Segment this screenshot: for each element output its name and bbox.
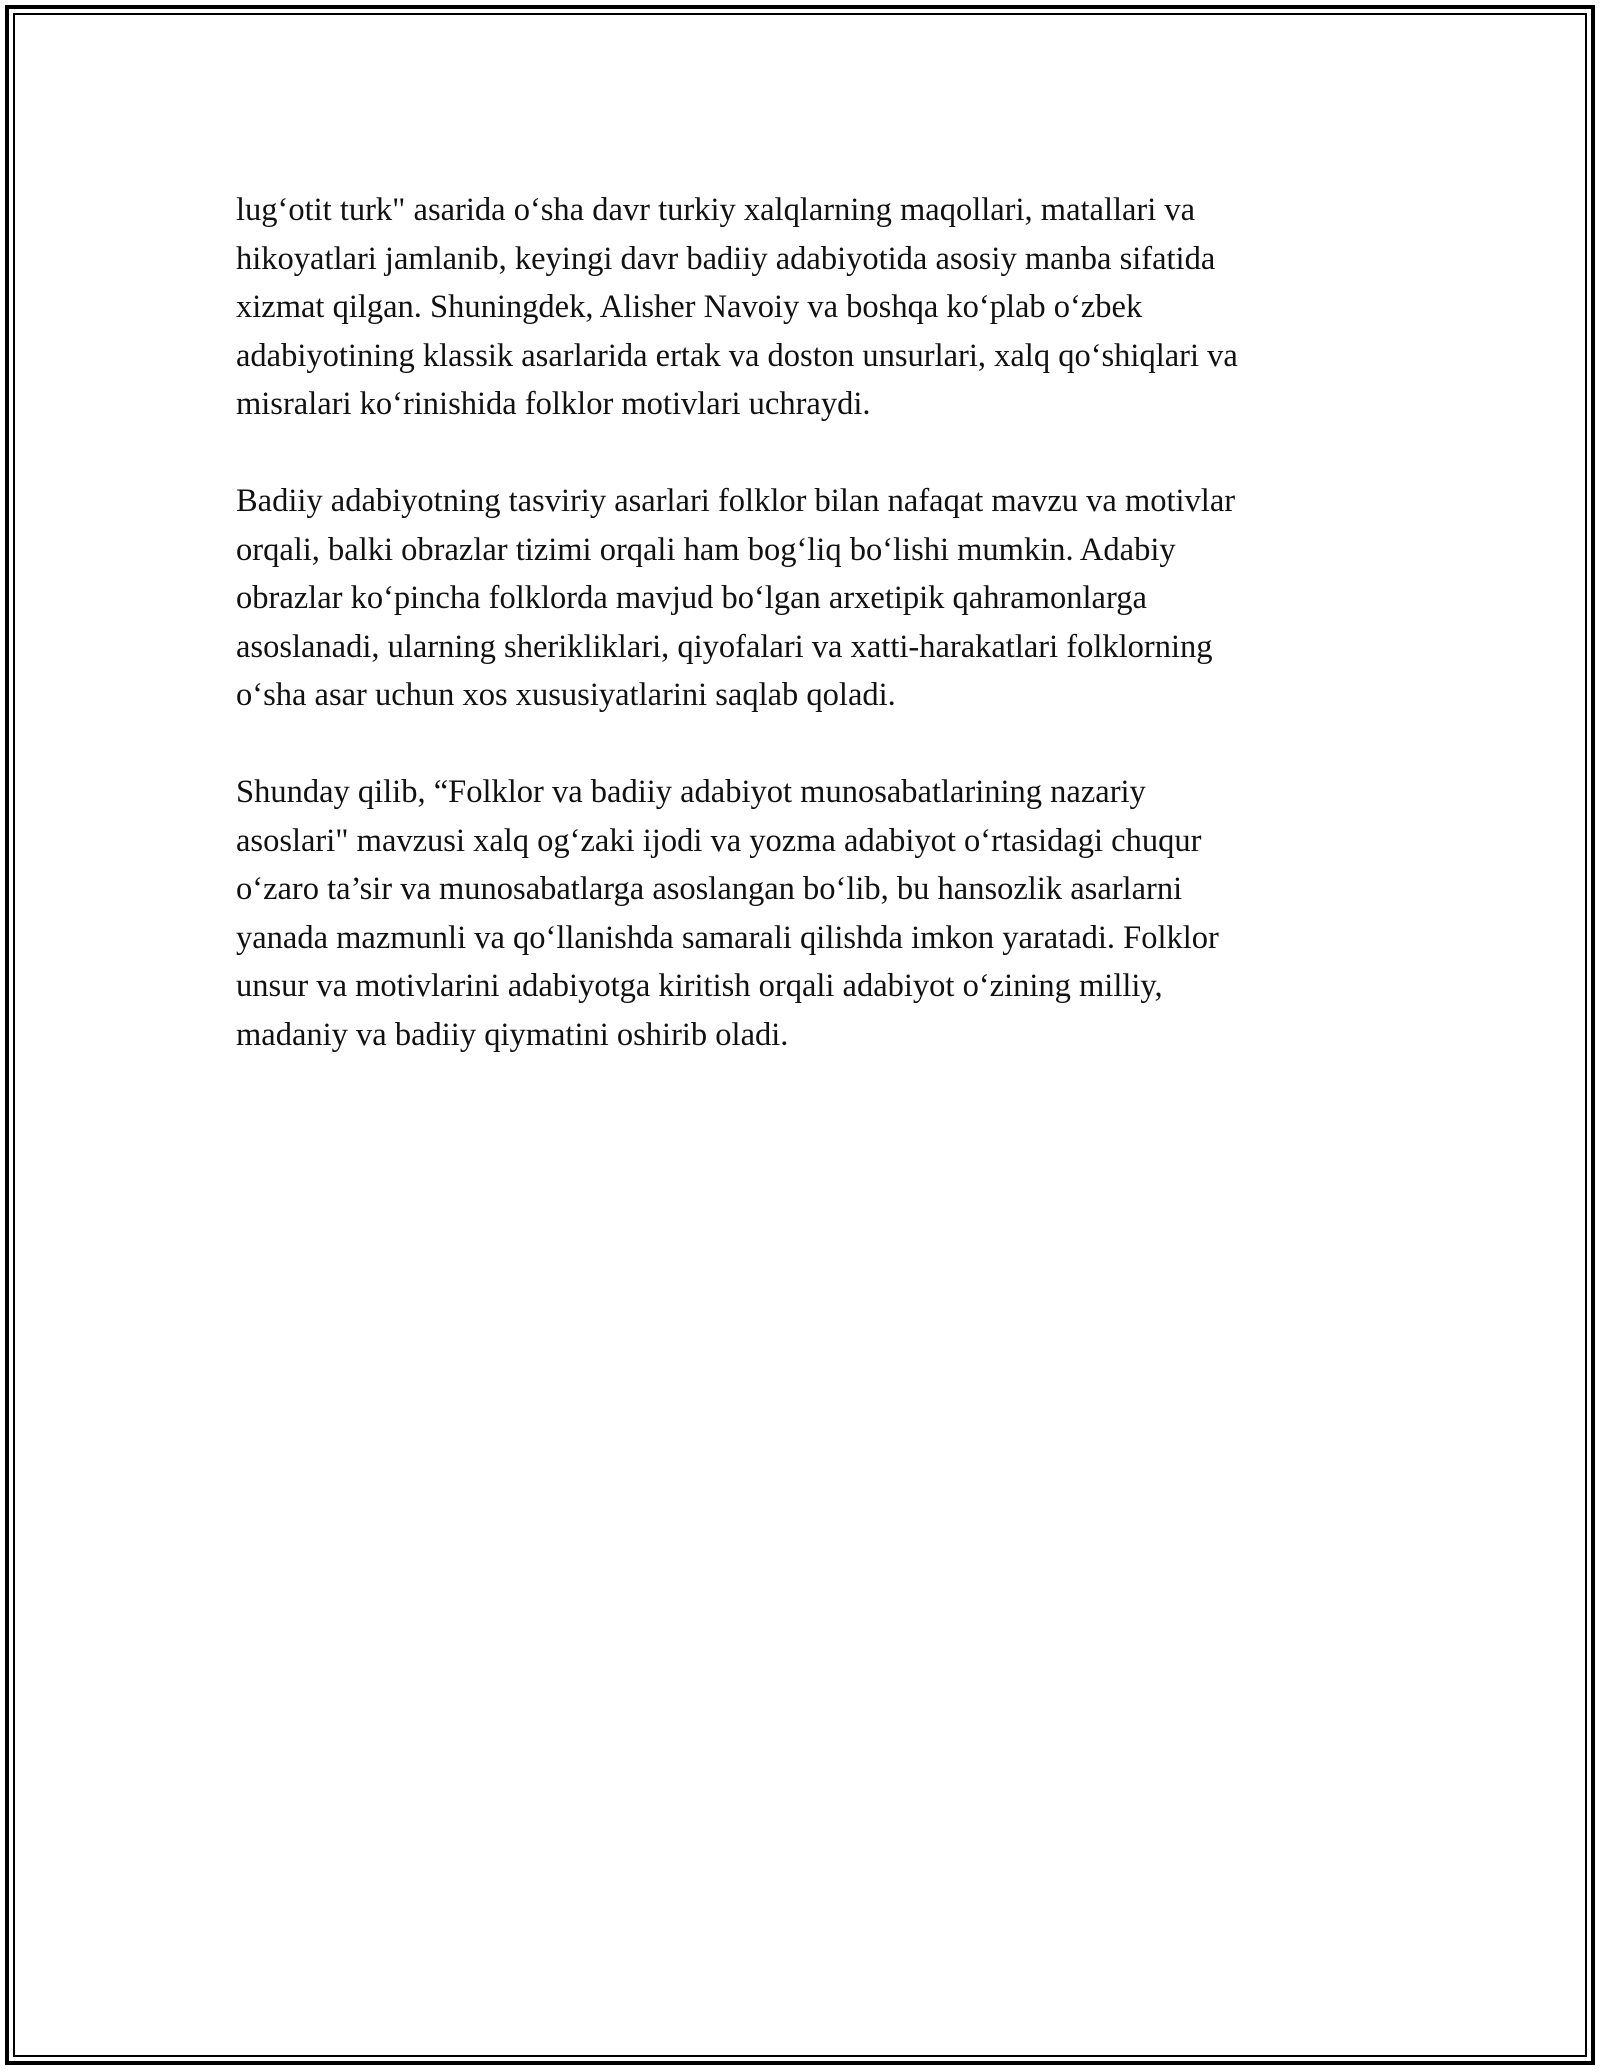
paragraph-image-system: Badiiy adabiyotning tasviriy asarlari folklor bilan nafaqat mavzu va motivlar orqali, balki obrazlar tizimi orqali ham bog‘liq bo‘lishi mumkin. Adabiy obrazlar ko‘pincha folklorda mavjud bo‘lgan arxetipik qahramonlarga asoslanadi, ularning sherikliklari, qiyofalari va xatti-harakatlari folklorning o‘sha asar uchun xos xususiyatlarini saqlab qoladi. <box>236 483 1236 713</box>
paragraph-conclusion: Shunday qilib, “Folklor va badiiy adabiyot munosabatlarining nazariy asoslari" mavzusi xalq og‘zaki ijodi va yozma adabiyot o‘rtasidagi chuqur o‘zaro ta’sir va munosabatlarga asoslangan bo‘lib, bu hansozlik asarlarni yanada mazmunli va qo‘llanishda samarali qilishda imkon yaratadi. Folklor unsur va motivlarini adabiyotga kiritish orqali adabiyot o‘zining milliy, madaniy va badiiy qiymatini oshirib oladi. <box>236 774 1219 1053</box>
paragraph-folklore-sources: lug‘otit turk" asarida o‘sha davr turkiy xalqlarning maqollari, matallari va hikoyatlari jamlanib, keyingi davr badiiy adabiyotida asosiy manba sifatida xizmat qilgan. Shuningdek, Alisher Navoiy va boshqa ko‘plab o‘zbek adabiyotining klassik asarlarida ertak va doston unsurlari, xalq qo‘shiqlari va misralari ko‘rinishida folklor motivlari uchraydi. <box>236 192 1238 422</box>
document-body <box>236 186 1376 1108</box>
